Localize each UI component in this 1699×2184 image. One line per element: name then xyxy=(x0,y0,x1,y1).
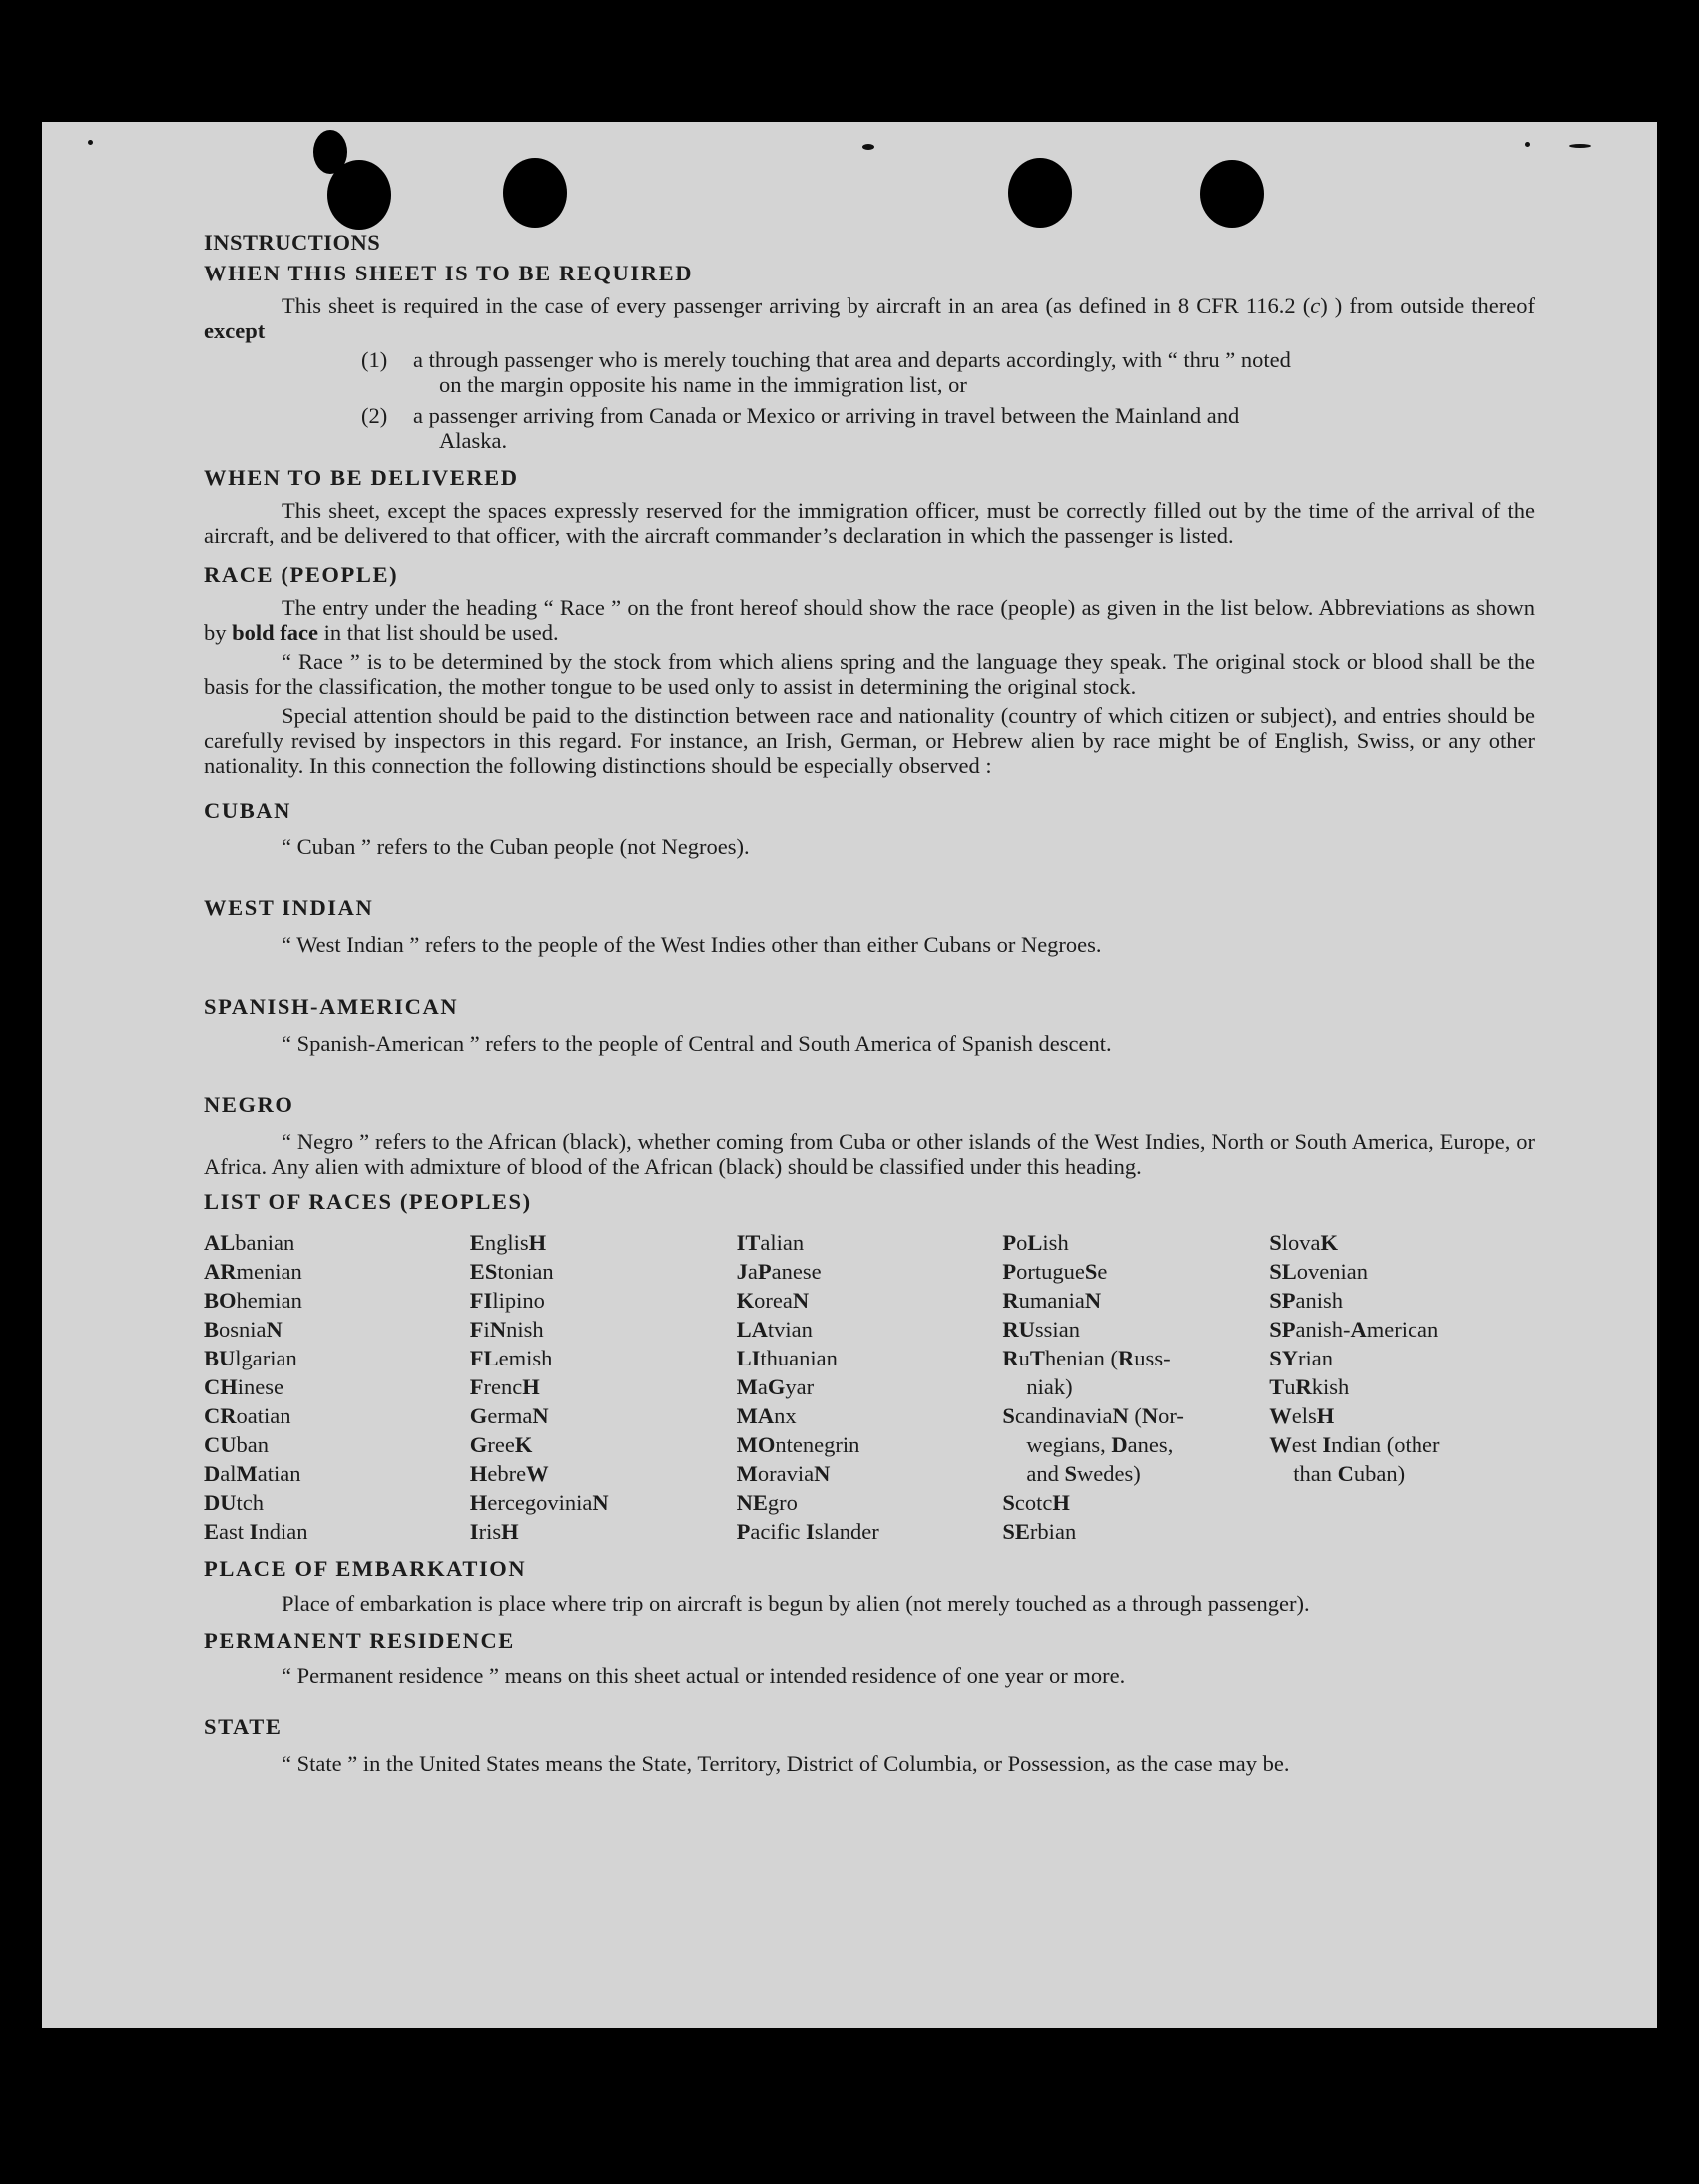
race-entry: SLovenian xyxy=(1269,1259,1368,1284)
race-entry: RUssian xyxy=(1002,1317,1080,1342)
list-item-2 xyxy=(361,403,1535,453)
paragraph-when-required xyxy=(204,293,1535,343)
text-run: in that list should be used. xyxy=(318,620,559,645)
race-entry: MoraviaN xyxy=(736,1461,831,1486)
race-entry: LAtvian xyxy=(736,1317,813,1342)
race-entry: wegians, Danes, xyxy=(1026,1432,1174,1457)
race-entry: EnglisH xyxy=(469,1230,547,1255)
text-run: The entry under the heading “ Race ” on the front hereof should show the race (people) as given in the list below. Abbreviations as shown by xyxy=(204,595,1535,645)
race-entry: PortugueSe xyxy=(1002,1259,1108,1284)
race-entry: TuRkish xyxy=(1269,1374,1350,1399)
race-entry: ALbanian xyxy=(204,1230,295,1255)
paragraph-permanent-residence: “ Permanent residence ” means on this sheet actual or intended residence of one year or more. xyxy=(282,1663,1126,1688)
races-column xyxy=(470,1228,737,1546)
race-entry: WelsH xyxy=(1269,1403,1335,1428)
speck xyxy=(88,140,93,145)
text-run-bold: bold face xyxy=(232,620,318,645)
race-entry: West Indian (other xyxy=(1269,1432,1440,1457)
punch-hole xyxy=(1008,158,1072,228)
paragraph-state: “ State ” in the United States means the State, Territory, District of Columbia, or Possession, as the case may be. xyxy=(282,1751,1290,1776)
race-entry: niak) xyxy=(1026,1374,1073,1399)
text-run: a through passenger who is merely touching that area and departs accordingly, with “ thru ” noted xyxy=(413,347,1291,372)
text-run: Alaska. xyxy=(439,428,508,453)
race-entry: MOntenegrin xyxy=(736,1432,860,1457)
race-entry: RumaniaN xyxy=(1002,1288,1102,1313)
text-run: c xyxy=(1310,293,1321,318)
race-entry: JaPanese xyxy=(736,1259,822,1284)
heading-west-indian: WEST INDIAN xyxy=(204,895,374,920)
race-entry: East Indian xyxy=(204,1519,308,1544)
heading-cuban: CUBAN xyxy=(204,798,292,822)
races-column xyxy=(1002,1228,1269,1546)
race-entry: BUlgarian xyxy=(204,1346,297,1370)
heading-list-of-races: LIST OF RACES (PEOPLES) xyxy=(204,1189,532,1214)
race-entry: BosniaN xyxy=(204,1317,283,1342)
race-entry: KoreaN xyxy=(736,1288,810,1313)
races-column xyxy=(1269,1228,1535,1546)
race-entry: GreeK xyxy=(469,1432,533,1457)
race-entry: SYrian xyxy=(1269,1346,1333,1370)
race-entry: Pacific Islander xyxy=(736,1519,879,1544)
race-entry: FiNnish xyxy=(469,1317,544,1342)
item-number: (2) xyxy=(361,403,388,428)
race-entry: NEgro xyxy=(736,1490,798,1515)
text-run-bold: except xyxy=(204,318,266,343)
paragraph-race-2: “ Race ” is to be determined by the stock from which aliens spring and the language they speak. The original stock or blood shall be the basis for the classification, the mother tongue to be used only to assist in determining the original stock. xyxy=(204,649,1535,699)
race-entry: SlovaK xyxy=(1269,1230,1338,1255)
paragraph-race-3: Special attention should be paid to the distinction between race and nationality (country of which citizen or subject), and entries should be carefully revised by inspectors in this regard. For instance, an Irish, German, or Hebrew alien by race might be of English, Swiss, or any other nationality. In this connection the following distinctions should be especially observed : xyxy=(204,703,1535,778)
page-title: INSTRUCTIONS xyxy=(204,230,381,255)
race-entry: CUban xyxy=(204,1432,269,1457)
heading-negro: NEGRO xyxy=(204,1092,294,1117)
race-entry: PoLish xyxy=(1002,1230,1069,1255)
item-text xyxy=(413,347,1535,397)
speck xyxy=(862,144,874,150)
race-entry: ScandinaviaN (Nor- xyxy=(1002,1403,1184,1428)
paragraph-cuban: “ Cuban ” refers to the Cuban people (not Negroes). xyxy=(282,834,750,859)
paragraph-when-delivered: This sheet, except the spaces expressly reserved for the immigration officer, must be correctly filled out by the time of the arrival of the aircraft, and be delivered to that officer, with the aircraft commander’s declaration in which the passenger is listed. xyxy=(204,498,1535,548)
list-item-1 xyxy=(361,347,1535,397)
race-entry: ARmenian xyxy=(204,1259,302,1284)
paragraph-spanish-american: “ Spanish-American ” refers to the people of Central and South America of Spanish descent. xyxy=(282,1031,1112,1056)
race-entry: FIlipino xyxy=(469,1288,545,1313)
heading-when-delivered: WHEN TO BE DELIVERED xyxy=(204,465,519,490)
punch-hole xyxy=(313,130,347,174)
race-entry: than Cuban) xyxy=(1293,1461,1406,1486)
races-column xyxy=(737,1228,1003,1546)
race-entry: HebreW xyxy=(469,1461,549,1486)
item-text xyxy=(413,403,1535,453)
paragraph-embarkation: Place of embarkation is place where trip on aircraft is begun by alien (not merely touched as a through passenger). xyxy=(282,1591,1310,1616)
race-entry: and Swedes) xyxy=(1026,1461,1141,1486)
race-entry: SPanish-American xyxy=(1269,1317,1439,1342)
race-entry: HercegoviniaN xyxy=(469,1490,609,1515)
race-entry: LIthuanian xyxy=(736,1346,838,1370)
heading-embarkation: PLACE OF EMBARKATION xyxy=(204,1556,527,1581)
punch-hole xyxy=(1200,160,1264,228)
race-entry: FrencH xyxy=(469,1374,540,1399)
item-number: (1) xyxy=(361,347,388,372)
race-entry: RuThenian (Russ- xyxy=(1002,1346,1171,1370)
race-entry: GermaN xyxy=(469,1403,549,1428)
race-entry: BOhemian xyxy=(204,1288,302,1313)
speck xyxy=(1569,144,1591,148)
race-entry: FLemish xyxy=(469,1346,553,1370)
heading-state: STATE xyxy=(204,1714,283,1739)
race-entry: ITalian xyxy=(736,1230,805,1255)
race-entry: DalMatian xyxy=(204,1461,301,1486)
instructions-content xyxy=(204,230,1535,1776)
race-entry: CRoatian xyxy=(204,1403,291,1428)
heading-permanent-residence: PERMANENT RESIDENCE xyxy=(204,1628,515,1653)
heading-race: RACE (PEOPLE) xyxy=(204,562,399,587)
race-entry: IrisH xyxy=(469,1519,519,1544)
document-page xyxy=(42,122,1657,2028)
race-entry: MaGyar xyxy=(736,1374,815,1399)
race-entry: DUtch xyxy=(204,1490,265,1515)
text-run: ) ) from outside thereof xyxy=(1320,293,1535,318)
race-entry: MAnx xyxy=(736,1403,797,1428)
race-entry: SErbian xyxy=(1002,1519,1077,1544)
speck xyxy=(1525,142,1530,147)
text-run: on the margin opposite his name in the immigration list, or xyxy=(439,372,967,397)
race-entry: EStonian xyxy=(469,1259,554,1284)
text-run: a passenger arriving from Canada or Mexico or arriving in travel between the Mainland and xyxy=(413,403,1240,428)
race-entry: ScotcH xyxy=(1002,1490,1070,1515)
paragraph-negro: “ Negro ” refers to the African (black), whether coming from Cuba or other islands of the West Indies, North or South America, Europe, or Africa. Any alien with admixture of blood of the African (black) should be classified under this heading. xyxy=(204,1129,1535,1179)
punch-hole xyxy=(503,158,567,228)
heading-spanish-american: SPANISH-AMERICAN xyxy=(204,994,459,1019)
races-table xyxy=(204,1228,1535,1546)
race-entry: CHinese xyxy=(204,1374,284,1399)
races-column xyxy=(204,1228,470,1546)
paragraph-west-indian: “ West Indian ” refers to the people of the West Indies other than either Cubans or Negroes. xyxy=(282,932,1102,957)
race-entry: SPanish xyxy=(1269,1288,1343,1313)
paragraph-race-1 xyxy=(204,595,1535,645)
heading-when-required: WHEN THIS SHEET IS TO BE REQUIRED xyxy=(204,261,694,285)
text-run: This sheet is required in the case of every passenger arriving by aircraft in an area (as defined in 8 CFR 116.2 ( xyxy=(282,293,1311,318)
